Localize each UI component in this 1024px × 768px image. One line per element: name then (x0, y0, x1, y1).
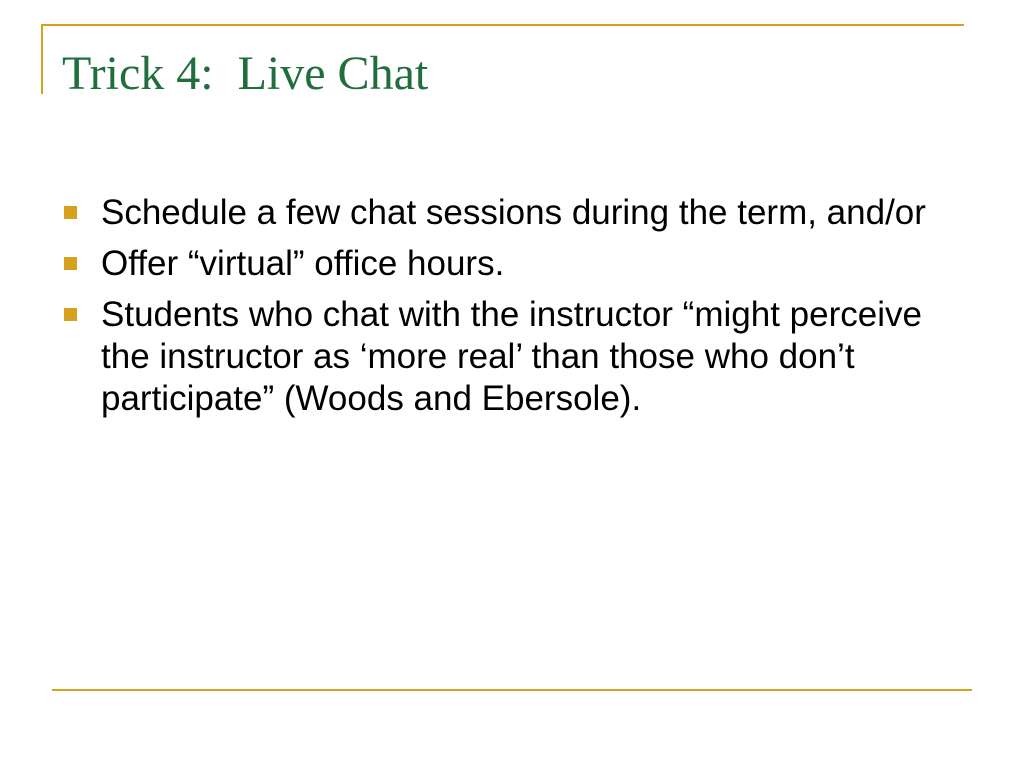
bullet-text: Schedule a few chat sessions during the term, and/or (101, 193, 926, 232)
left-rule (41, 24, 43, 94)
bullet-list (64, 192, 964, 429)
bullet-item (64, 192, 936, 234)
square-bullet-icon (64, 257, 77, 270)
top-rule (41, 24, 964, 26)
square-bullet-icon (64, 206, 77, 219)
bullet-item (64, 294, 936, 420)
bottom-rule (52, 689, 972, 691)
bullet-text: Offer “virtual” office hours. (101, 244, 505, 283)
slide-title: Trick 4: Live Chat (62, 47, 429, 100)
square-bullet-icon (64, 308, 77, 321)
bullet-item (64, 243, 936, 285)
bullet-text: Students who chat with the instructor “might perceive the instructor as ‘more real’ than those who don’t participate” (Woods and Ebersole). (101, 295, 922, 418)
